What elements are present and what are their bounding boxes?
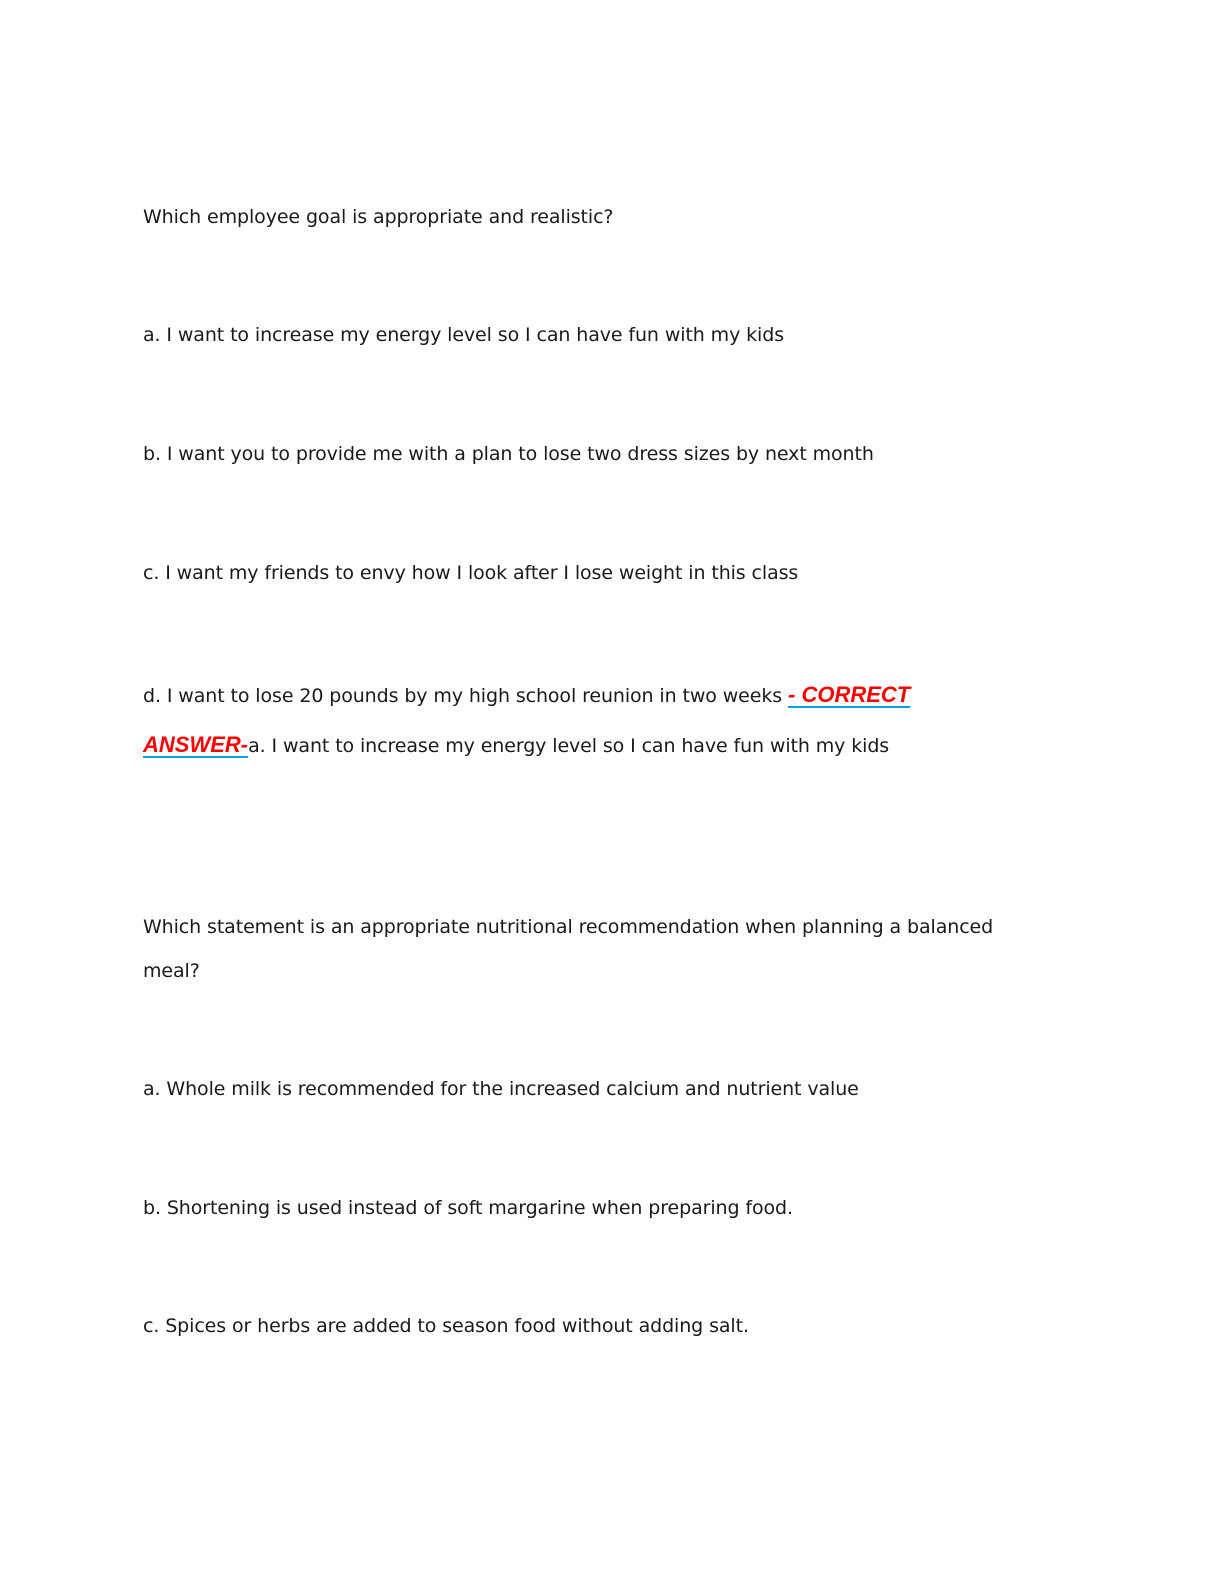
question-1-option-a: a. I want to increase my energy level so I can have fun with my kids [143,324,785,346]
question-2-option-b: b. Shortening is used instead of soft margarine when preparing food. [143,1197,793,1219]
question-1-option-d: d. I want to lose 20 pounds by my high school reunion in two weeks [143,685,789,707]
question-2-option-a: a. Whole milk is recommended for the increased calcium and nutrient value [143,1078,859,1100]
correct-answer-tag-part2: ANSWER- [143,732,249,757]
question-1-answer-text: a. I want to increase my energy level so I can have fun with my kids [248,735,890,757]
question-2-stem-line-1: Which statement is an appropriate nutritional recommendation when planning a balanced [143,916,994,938]
question-2-stem-line-2: meal? [143,960,200,982]
question-2-option-c: c. Spices or herbs are added to season food without adding salt. [143,1315,749,1337]
question-1-answer-line [143,732,889,759]
question-1-option-d-line [143,682,910,709]
question-1-stem: Which employee goal is appropriate and realistic? [143,206,614,228]
correct-answer-tag-part1: - CORRECT [788,682,911,707]
question-1-option-c: c. I want my friends to envy how I look after I lose weight in this class [143,562,799,584]
question-1-option-b: b. I want you to provide me with a plan to lose two dress sizes by next month [143,443,874,465]
